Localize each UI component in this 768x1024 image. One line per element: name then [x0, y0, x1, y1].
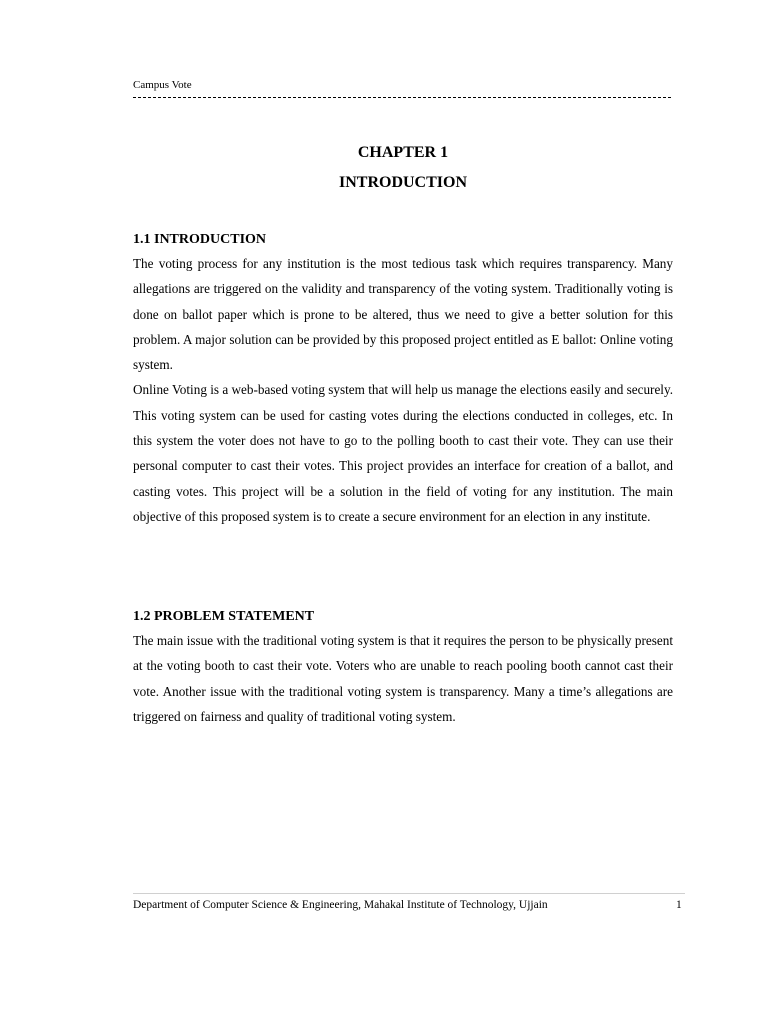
section-heading: 1.2 PROBLEM STATEMENT [133, 609, 315, 624]
paragraph: Online Voting is a web-based voting system that will help us manage the elections easily and securely. This voting system can be used for casting votes during the elections conducted in colleges, etc. In this system the voter does not have to go to the polling booth to cast their vote. They can use their personal computer to cast their votes. This project provides an interface for creation of a ballot, and casting votes. This project will be a solution in the field of voting for any institution. The main objective of this proposed system is to create a secure environment for an election in any institute. [133, 382, 673, 524]
footer-divider [133, 893, 685, 894]
section-introduction [133, 231, 673, 529]
paragraph: The main issue with the traditional voting system is that it requires the person to be physically present at the voting booth to cast their vote. Voters who are unable to reach pooling booth cannot cast their vote. Another issue with the traditional voting system is transparency. Many a time’s allegations are triggered on fairness and quality of traditional voting system. [133, 633, 673, 724]
section-heading: 1.1 INTRODUCTION [133, 232, 267, 247]
chapter-number: CHAPTER 1 [357, 144, 449, 161]
document-page [133, 0, 682, 1024]
chapter-title: INTRODUCTION [338, 174, 467, 191]
page-number: 1 [676, 899, 682, 911]
header-divider [133, 97, 671, 98]
section-problem-statement [133, 608, 673, 729]
running-header: Campus Vote [133, 79, 192, 91]
paragraph: The voting process for any institution is the most tedious task which requires transparency. Many allegations are triggered on the validity and transparency of the voting system. Traditionally voting is done on ballot paper which is prone to be altered, thus we need to give a better solution for this problem. A major solution can be provided by this proposed project entitled as E ballot: Online voting system. [133, 256, 673, 373]
footer-department: Department of Computer Science & Engineering, Mahakal Institute of Technology, Ujjain [133, 899, 548, 911]
